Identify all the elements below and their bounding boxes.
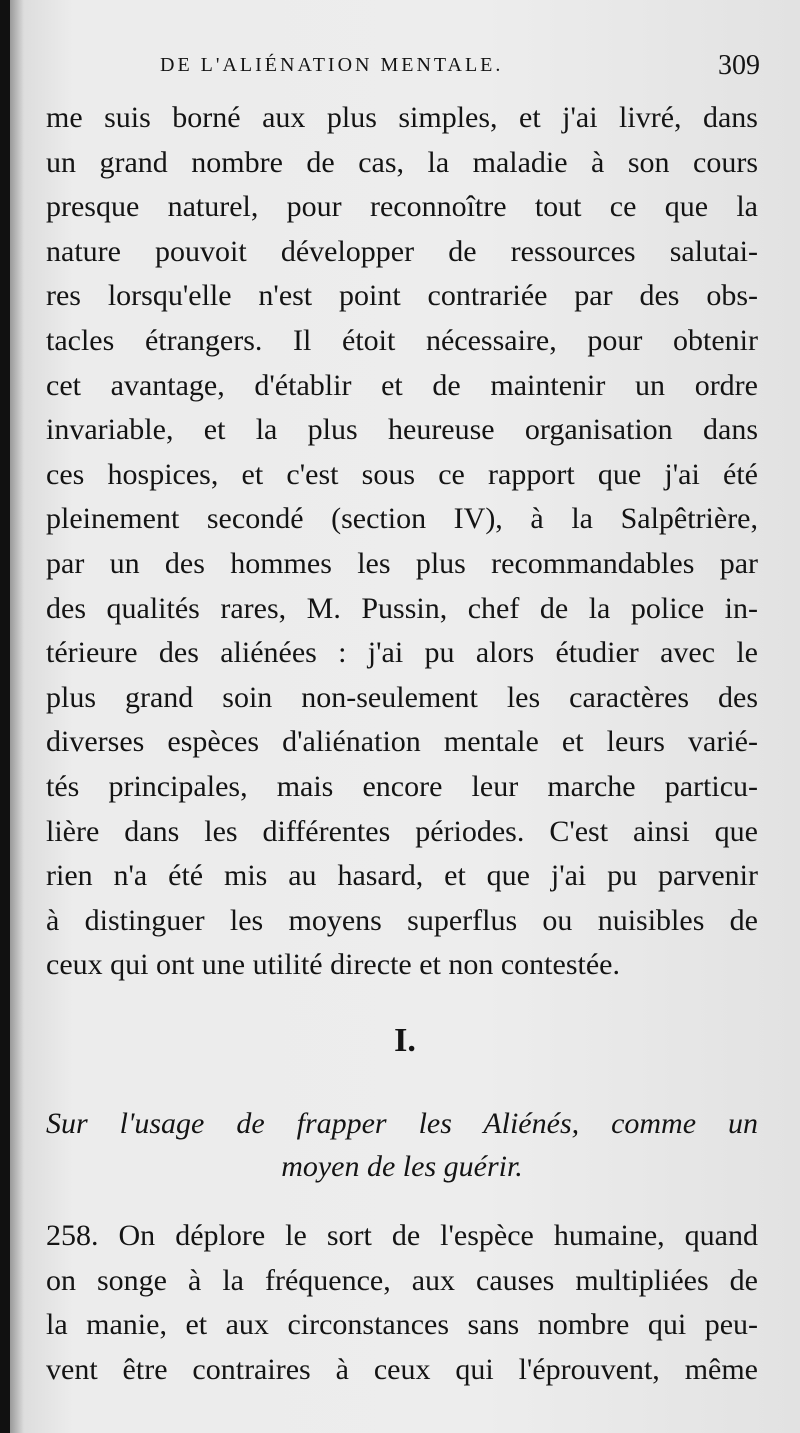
text-line: on songe à la fréquence, aux causes multipliées de (46, 1263, 758, 1297)
text-line: plus grand soin non-seulement les caractères des (46, 680, 758, 714)
text-line: par un des hommes les plus recommandables par (46, 546, 758, 580)
paragraph-1 (46, 96, 758, 988)
text-line: un grand nombre de cas, la maladie à son cours (46, 145, 758, 179)
running-head (10, 44, 800, 94)
text-line: ceux qui ont une utilité directe et non contestée. (46, 948, 620, 982)
section-number: I. (394, 1022, 416, 1059)
text-line: des qualités rares, M. Pussin, chef de la police in- (46, 591, 758, 625)
text-line: me suis borné aux plus simples, et j'ai livré, dans (46, 101, 758, 134)
text-line: ces hospices, et c'est sous ce rapport que j'ai été (46, 457, 758, 491)
text-line: tacles étrangers. Il étoit nécessaire, pour obtenir (46, 323, 758, 357)
text-line: nature pouvoit développer de ressources salutai- (46, 234, 758, 268)
text-line: rien n'a été mis au hasard, et que j'ai pu parvenir (46, 859, 758, 893)
text-line: lière dans les différentes périodes. C'est ainsi que (46, 814, 758, 848)
page-number: 309 (718, 50, 760, 81)
text-line: pleinement secondé (section IV), à la Salpêtrière, (46, 502, 758, 536)
page-gutter-shadow (10, 0, 24, 1433)
text-line: tés principales, mais encore leur marche particu- (46, 769, 758, 803)
text-line: vent être contraires à ceux qui l'éprouvent, même (46, 1352, 758, 1386)
text-line: invariable, et la plus heureuse organisation dans (46, 413, 758, 447)
text-line: à distinguer les moyens superflus ou nuisibles de (46, 903, 758, 937)
text-line: presque naturel, pour reconnoître tout ce que la (46, 190, 758, 224)
text-line: res lorsqu'elle n'est point contrariée par des obs- (46, 279, 758, 313)
section-title (46, 1102, 758, 1188)
text-line: cet avantage, d'établir et de maintenir un ordre (46, 368, 758, 402)
text-line: la manie, et aux circonstances sans nombre qui peu- (46, 1308, 758, 1342)
section-title-line: moyen de les guérir. (281, 1150, 523, 1183)
text-line: diverses espèces d'aliénation mentale et leurs varié- (46, 725, 758, 759)
book-page (10, 0, 800, 1433)
text-line: térieure des aliénées : j'ai pu alors étudier avec le (46, 636, 758, 670)
paragraph-2 (46, 1214, 758, 1392)
section-title-line: Sur l'usage de frapper les Aliénés, comme un (46, 1107, 758, 1140)
text-line: 258. On déplore le sort de l'espèce humaine, quand (46, 1219, 758, 1252)
running-head-title: DE L'ALIÉNATION MENTALE. (160, 54, 504, 76)
